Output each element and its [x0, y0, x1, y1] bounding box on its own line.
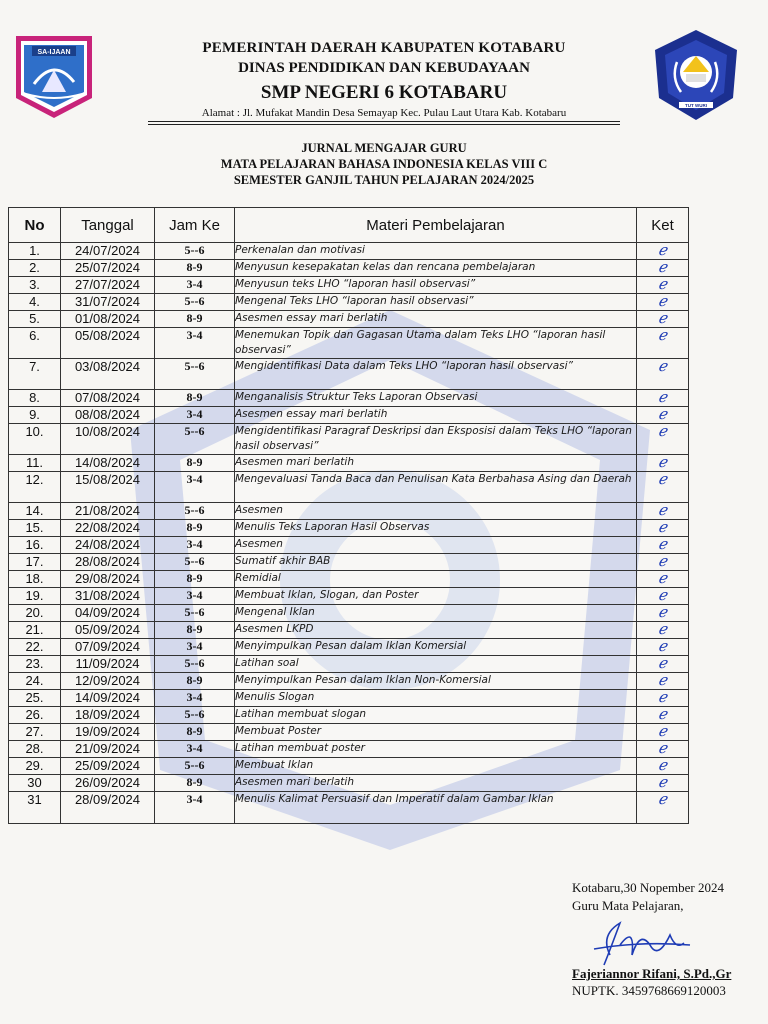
row-number: 6. [9, 328, 61, 359]
row-ket-mark: ℯ [637, 707, 689, 724]
row-date: 18/09/2024 [61, 707, 155, 724]
row-number: 15. [9, 520, 61, 537]
table-row [9, 775, 689, 792]
row-ket-mark: ℯ [637, 243, 689, 260]
row-ket-mark: ℯ [637, 311, 689, 328]
handwritten-signature-icon [580, 915, 710, 970]
table-row [9, 424, 689, 455]
row-jam: 8-9 [155, 260, 235, 277]
row-jam: 5--6 [155, 758, 235, 775]
table-row [9, 758, 689, 775]
row-date: 21/09/2024 [61, 741, 155, 758]
row-jam: 3-4 [155, 407, 235, 424]
row-date: 05/09/2024 [61, 622, 155, 639]
row-jam: 5--6 [155, 359, 235, 390]
table-row [9, 260, 689, 277]
header-divider-thin [148, 124, 620, 125]
row-date: 03/08/2024 [61, 359, 155, 390]
table-row [9, 724, 689, 741]
row-jam: 5--6 [155, 656, 235, 673]
row-jam: 5--6 [155, 605, 235, 622]
row-number: 22. [9, 639, 61, 656]
table-row [9, 622, 689, 639]
row-jam: 8-9 [155, 520, 235, 537]
row-jam: 3-4 [155, 792, 235, 824]
row-jam: 3-4 [155, 328, 235, 359]
row-materi: Remidial [235, 571, 637, 588]
row-date: 24/07/2024 [61, 243, 155, 260]
row-number: 7. [9, 359, 61, 390]
row-number: 27. [9, 724, 61, 741]
row-number: 20. [9, 605, 61, 622]
row-number: 10. [9, 424, 61, 455]
row-number: 4. [9, 294, 61, 311]
row-number: 2. [9, 260, 61, 277]
row-materi: Perkenalan dan motivasi [235, 243, 637, 260]
row-number: 29. [9, 758, 61, 775]
row-number: 28. [9, 741, 61, 758]
row-date: 12/09/2024 [61, 673, 155, 690]
table-row [9, 792, 689, 824]
row-materi: Asesmen [235, 537, 637, 554]
row-number: 18. [9, 571, 61, 588]
table-row [9, 311, 689, 328]
row-materi: Asesmen essay mari berlatih [235, 311, 637, 328]
row-materi: Latihan soal [235, 656, 637, 673]
table-row [9, 503, 689, 520]
table-row [9, 243, 689, 260]
table-row [9, 455, 689, 472]
header-date: Tanggal [61, 208, 155, 243]
row-materi: Latihan membuat poster [235, 741, 637, 758]
row-number: 23. [9, 656, 61, 673]
row-number: 31 [9, 792, 61, 824]
row-date: 27/07/2024 [61, 277, 155, 294]
row-date: 07/09/2024 [61, 639, 155, 656]
row-date: 22/08/2024 [61, 520, 155, 537]
department-title: DINAS PENDIDIKAN DAN KEBUDAYAAN [238, 60, 530, 76]
row-number: 9. [9, 407, 61, 424]
row-ket-mark: ℯ [637, 455, 689, 472]
row-date: 31/07/2024 [61, 294, 155, 311]
row-ket-mark: ℯ [637, 472, 689, 503]
row-jam: 3-4 [155, 639, 235, 656]
row-date: 31/08/2024 [61, 588, 155, 605]
row-ket-mark: ℯ [637, 588, 689, 605]
row-jam: 5--6 [155, 503, 235, 520]
table-row [9, 605, 689, 622]
journal-table-body [9, 243, 689, 824]
table-row [9, 571, 689, 588]
table-header-row [9, 208, 689, 243]
row-materi: Menulis Kalimat Persuasif dan Imperatif dalam Gambar Iklan [235, 792, 637, 824]
row-date: 25/07/2024 [61, 260, 155, 277]
row-ket-mark: ℯ [637, 571, 689, 588]
row-date: 15/08/2024 [61, 472, 155, 503]
table-row [9, 328, 689, 359]
row-number: 25. [9, 690, 61, 707]
row-number: 5. [9, 311, 61, 328]
row-number: 12. [9, 472, 61, 503]
row-jam: 8-9 [155, 622, 235, 639]
table-row [9, 588, 689, 605]
row-materi: Mengenal Iklan [235, 605, 637, 622]
row-number: 30 [9, 775, 61, 792]
row-ket-mark: ℯ [637, 673, 689, 690]
row-jam: 5--6 [155, 707, 235, 724]
row-number: 14. [9, 503, 61, 520]
table-row [9, 741, 689, 758]
row-materi: Membuat Poster [235, 724, 637, 741]
row-materi: Asesmen mari berlatih [235, 775, 637, 792]
table-row [9, 673, 689, 690]
row-jam: 3-4 [155, 277, 235, 294]
row-date: 26/09/2024 [61, 775, 155, 792]
row-jam: 3-4 [155, 472, 235, 503]
row-jam: 5--6 [155, 554, 235, 571]
teacher-nuptk: NUPTK. 3459768669120003 [572, 983, 726, 998]
row-ket-mark: ℯ [637, 390, 689, 407]
teacher-name: Fajeriannor Rifani, S.Pd.,Gr [572, 966, 732, 981]
row-number: 21. [9, 622, 61, 639]
row-ket-mark: ℯ [637, 775, 689, 792]
row-jam: 8-9 [155, 455, 235, 472]
row-date: 07/08/2024 [61, 390, 155, 407]
row-materi: Mengidentifikasi Data dalam Teks LHO “laporan hasil observasi” [235, 359, 637, 390]
row-date: 01/08/2024 [61, 311, 155, 328]
row-materi: Asesmen LKPD [235, 622, 637, 639]
row-jam: 3-4 [155, 741, 235, 758]
row-jam: 8-9 [155, 390, 235, 407]
row-ket-mark: ℯ [637, 537, 689, 554]
row-date: 28/09/2024 [61, 792, 155, 824]
school-address: Alamat : Jl. Mufakat Mandin Desa Semayap Kec. Pulau Laut Utara Kab. Kotabaru [201, 107, 567, 119]
header-materi: Materi Pembelajaran [235, 208, 637, 243]
table-row [9, 690, 689, 707]
row-materi: Sumatif akhir BAB [235, 554, 637, 571]
row-number: 16. [9, 537, 61, 554]
row-materi: Mengenal Teks LHO “laporan hasil observasi” [235, 294, 637, 311]
row-ket-mark: ℯ [637, 792, 689, 824]
row-ket-mark: ℯ [637, 424, 689, 455]
row-ket-mark: ℯ [637, 639, 689, 656]
row-date: 14/08/2024 [61, 455, 155, 472]
row-date: 29/08/2024 [61, 571, 155, 588]
table-row [9, 656, 689, 673]
row-number: 11. [9, 455, 61, 472]
government-title: PEMERINTAH DAERAH KABUPATEN KOTABARU [202, 40, 566, 56]
table-row [9, 277, 689, 294]
journal-title: JURNAL MENGAJAR GURU [301, 141, 467, 155]
row-ket-mark: ℯ [637, 656, 689, 673]
row-jam: 3-4 [155, 690, 235, 707]
row-materi: Menyimpulkan Pesan dalam Iklan Non-Komersial [235, 673, 637, 690]
row-materi: Menulis Teks Laporan Hasil Observas [235, 520, 637, 537]
row-ket-mark: ℯ [637, 741, 689, 758]
journal-table [8, 207, 689, 824]
table-row [9, 520, 689, 537]
row-date: 04/09/2024 [61, 605, 155, 622]
school-name: SMP NEGERI 6 KOTABARU [260, 82, 508, 103]
table-row [9, 359, 689, 390]
row-ket-mark: ℯ [637, 605, 689, 622]
row-materi: Latihan membuat slogan [235, 707, 637, 724]
row-ket-mark: ℯ [637, 503, 689, 520]
row-number: 8. [9, 390, 61, 407]
row-ket-mark: ℯ [637, 520, 689, 537]
row-materi: Membuat Iklan, Slogan, dan Poster [235, 588, 637, 605]
row-materi: Mengevaluasi Tanda Baca dan Penulisan Kata Berbahasa Asing dan Daerah [235, 472, 637, 503]
row-ket-mark: ℯ [637, 758, 689, 775]
row-ket-mark: ℯ [637, 724, 689, 741]
row-ket-mark: ℯ [637, 359, 689, 390]
row-materi: Menyimpulkan Pesan dalam Iklan Komersial [235, 639, 637, 656]
header-ket: Ket [637, 208, 689, 243]
logo-left-text: SA-IJAAN [37, 49, 71, 56]
row-materi: Mengidentifikasi Paragraf Deskripsi dan Eksposisi dalam Teks LHO “laporan hasil observasi” [235, 424, 637, 455]
table-row [9, 707, 689, 724]
row-number: 19. [9, 588, 61, 605]
row-jam: 8-9 [155, 775, 235, 792]
row-number: 3. [9, 277, 61, 294]
row-ket-mark: ℯ [637, 260, 689, 277]
table-row [9, 294, 689, 311]
semester-title: SEMESTER GANJIL TAHUN PELAJARAN 2024/2025 [233, 173, 535, 187]
row-number: 17. [9, 554, 61, 571]
row-date: 21/08/2024 [61, 503, 155, 520]
row-date: 28/08/2024 [61, 554, 155, 571]
row-ket-mark: ℯ [637, 294, 689, 311]
row-jam: 3-4 [155, 537, 235, 554]
row-date: 24/08/2024 [61, 537, 155, 554]
row-materi: Asesmen [235, 503, 637, 520]
table-row [9, 390, 689, 407]
row-date: 14/09/2024 [61, 690, 155, 707]
row-date: 11/09/2024 [61, 656, 155, 673]
row-materi: Asesmen essay mari berlatih [235, 407, 637, 424]
row-jam: 5--6 [155, 424, 235, 455]
row-materi: Menyusun teks LHO “laporan hasil observasi” [235, 277, 637, 294]
header-no: No [9, 208, 61, 243]
row-materi: Menganalisis Struktur Teks Laporan Observasi [235, 390, 637, 407]
row-jam: 8-9 [155, 571, 235, 588]
signature-role: Guru Mata Pelajaran, [572, 898, 684, 913]
header-divider [148, 121, 620, 122]
row-materi: Menyusun kesepakatan kelas dan rencana pembelajaran [235, 260, 637, 277]
header-jam: Jam Ke [155, 208, 235, 243]
row-materi: Asesmen mari berlatih [235, 455, 637, 472]
row-date: 19/09/2024 [61, 724, 155, 741]
row-ket-mark: ℯ [637, 554, 689, 571]
row-jam: 8-9 [155, 673, 235, 690]
table-row [9, 537, 689, 554]
row-jam: 8-9 [155, 724, 235, 741]
row-ket-mark: ℯ [637, 277, 689, 294]
row-materi: Menulis Slogan [235, 690, 637, 707]
row-number: 26. [9, 707, 61, 724]
row-jam: 3-4 [155, 588, 235, 605]
row-jam: 5--6 [155, 294, 235, 311]
row-number: 1. [9, 243, 61, 260]
row-ket-mark: ℯ [637, 622, 689, 639]
row-date: 08/08/2024 [61, 407, 155, 424]
row-jam: 5--6 [155, 243, 235, 260]
table-row [9, 407, 689, 424]
row-jam: 8-9 [155, 311, 235, 328]
row-ket-mark: ℯ [637, 690, 689, 707]
logo-right-text: TUT WURI [685, 103, 707, 108]
table-row [9, 554, 689, 571]
table-row [9, 639, 689, 656]
signature-place-date: Kotabaru,30 Nopember 2024 [572, 880, 724, 895]
row-materi: Membuat Iklan [235, 758, 637, 775]
row-ket-mark: ℯ [637, 328, 689, 359]
row-date: 25/09/2024 [61, 758, 155, 775]
subject-title: MATA PELAJARAN BAHASA INDONESIA KELAS VIII C [220, 157, 548, 171]
row-date: 10/08/2024 [61, 424, 155, 455]
row-number: 24. [9, 673, 61, 690]
table-row [9, 472, 689, 503]
row-ket-mark: ℯ [637, 407, 689, 424]
row-date: 05/08/2024 [61, 328, 155, 359]
row-materi: Menemukan Topik dan Gagasan Utama dalam Teks LHO “laporan hasil observasi” [235, 328, 637, 359]
